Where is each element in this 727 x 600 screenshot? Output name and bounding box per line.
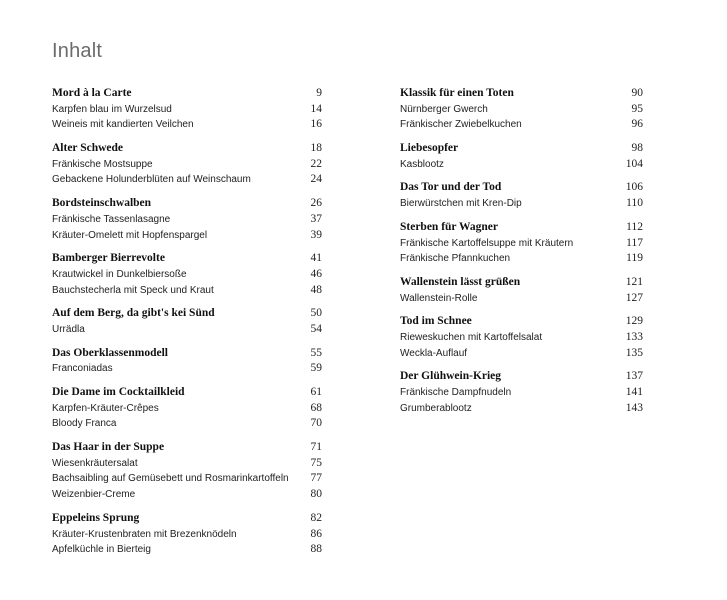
- chapter-entry-title: Das Tor und der Tod: [400, 181, 502, 194]
- recipe-entry: [52, 416, 322, 432]
- toc-chapter: [400, 314, 643, 361]
- recipe-entry-title: Gebackene Holunderblüten auf Weinschaum: [52, 174, 251, 186]
- recipe-entry-page-number: 39: [310, 228, 322, 241]
- chapter-entry-page-number: 90: [631, 87, 643, 99]
- recipe-entry-title: Fränkische Mostsuppe: [52, 158, 153, 170]
- recipe-entry-title: Bauchstecherla mit Speck und Kraut: [52, 284, 214, 296]
- page-title: Inhalt: [52, 40, 103, 62]
- chapter-entry-page-number: 55: [310, 346, 322, 359]
- recipe-entry: [400, 251, 643, 267]
- recipe-entry-page-number: 48: [310, 283, 322, 296]
- recipe-entry-page-number: 22: [310, 157, 322, 170]
- toc-chapter: [52, 86, 322, 133]
- recipe-entry-title: Franconiadas: [52, 363, 113, 375]
- chapter-entry: [400, 141, 643, 157]
- recipe-entry-page-number: 77: [310, 472, 322, 485]
- recipe-entry-page-number: 37: [310, 212, 322, 225]
- recipe-entry-title: Weckla-Auflauf: [400, 347, 468, 359]
- chapter-entry-title: Klassik für einen Toten: [400, 87, 514, 99]
- chapter-entry-title: Liebesopfer: [400, 142, 459, 155]
- recipe-entry: [400, 291, 643, 307]
- recipe-entry-title: Weineis mit kandierten Veilchen: [52, 119, 194, 131]
- recipe-entry-page-number: 70: [310, 417, 322, 430]
- chapter-entry-title: Die Dame im Cocktailkleid: [52, 386, 185, 398]
- toc-chapter: [400, 86, 643, 133]
- recipe-entry: [52, 102, 322, 118]
- chapter-entry-page-number: 61: [310, 386, 322, 398]
- recipe-entry: [52, 527, 322, 543]
- chapter-entry-page-number: 18: [310, 142, 322, 155]
- recipe-entry: [400, 346, 643, 362]
- recipe-entry-page-number: 54: [310, 322, 322, 335]
- toc-chapter: [400, 141, 643, 172]
- toc-chapter: [52, 385, 322, 432]
- recipe-entry-title: Kasblootz: [400, 158, 444, 170]
- recipe-entry-title: Fränkische Kartoffelsuppe mit Kräutern: [400, 237, 574, 249]
- recipe-entry-page-number: 75: [310, 456, 322, 469]
- recipe-entry: [52, 401, 322, 417]
- recipe-entry: [400, 102, 643, 118]
- chapter-entry-page-number: 26: [310, 197, 322, 210]
- toc-chapter: [52, 251, 322, 298]
- toc-chapter: [400, 369, 643, 416]
- recipe-entry-page-number: 68: [310, 401, 322, 414]
- toc-chapter: [52, 440, 322, 503]
- recipe-entry-title: Bloody Franca: [52, 418, 117, 430]
- chapter-entry-title: Eppeleins Sprung: [52, 511, 140, 524]
- chapter-entry: [400, 369, 643, 385]
- chapter-entry-title: Wallenstein lässt grüßen: [400, 275, 521, 288]
- recipe-entry-title: Grumberablootz: [400, 402, 472, 414]
- recipe-entry: [52, 542, 322, 558]
- chapter-entry-title: Bordsteinschwalben: [52, 197, 152, 210]
- toc-chapter: [400, 180, 643, 211]
- recipe-entry: [52, 157, 322, 173]
- chapter-entry: [400, 220, 643, 236]
- recipe-entry-title: Wiesenkräutersalat: [52, 457, 138, 469]
- recipe-entry: [52, 212, 322, 228]
- toc-chapter: [52, 511, 322, 558]
- toc-chapter: [52, 346, 322, 377]
- recipe-entry: [400, 330, 643, 346]
- recipe-entry: [400, 385, 643, 401]
- chapter-entry-title: Tod im Schnee: [400, 315, 472, 328]
- chapter-entry-title: Das Oberklassenmodell: [52, 346, 168, 359]
- chapter-entry: [52, 346, 322, 362]
- chapter-entry: [400, 314, 643, 330]
- recipe-entry-page-number: 104: [625, 157, 643, 170]
- chapter-entry-title: Bamberger Bierrevolte: [52, 252, 165, 265]
- chapter-entry-page-number: 129: [625, 315, 643, 328]
- chapter-entry-title: Das Haar in der Suppe: [52, 441, 165, 454]
- recipe-entry-title: Karpfen-Kräuter-Crêpes: [52, 402, 159, 414]
- toc-column-left: [52, 86, 322, 566]
- recipe-entry-title: Nürnberger Gwerch: [400, 103, 488, 115]
- recipe-entry-page-number: 119: [626, 252, 643, 265]
- recipe-entry: [400, 117, 643, 133]
- chapter-entry-page-number: 9: [316, 87, 322, 99]
- recipe-entry-page-number: 88: [310, 543, 322, 556]
- recipe-entry-page-number: 133: [625, 330, 643, 343]
- toc-chapter: [52, 306, 322, 337]
- recipe-entry-title: Wallenstein-Rolle: [400, 292, 478, 304]
- recipe-entry: [52, 172, 322, 188]
- recipe-entry-title: Kräuter-Omelett mit Hopfenspargel: [52, 229, 208, 241]
- chapter-entry: [52, 141, 322, 157]
- recipe-entry-page-number: 141: [625, 386, 643, 398]
- recipe-entry: [52, 267, 322, 283]
- chapter-entry-page-number: 50: [310, 307, 322, 320]
- chapter-entry-page-number: 41: [310, 252, 322, 265]
- recipe-entry-page-number: 24: [310, 173, 322, 186]
- chapter-entry-page-number: 82: [310, 511, 322, 524]
- recipe-entry-page-number: 143: [625, 401, 643, 414]
- chapter-entry: [52, 511, 322, 527]
- chapter-entry-title: Mord à la Carte: [52, 87, 132, 99]
- recipe-entry-page-number: 59: [310, 362, 322, 375]
- recipe-entry-title: Kräuter-Krustenbraten mit Brezenknödeln: [52, 528, 237, 540]
- chapter-entry-page-number: 71: [310, 441, 322, 454]
- recipe-entry-page-number: 86: [310, 527, 322, 540]
- chapter-entry-title: Alter Schwede: [52, 142, 124, 155]
- recipe-entry-title: Fränkische Dampfnudeln: [400, 387, 512, 398]
- recipe-entry-title: Fränkische Tassenlasagne: [52, 213, 171, 225]
- recipe-entry-page-number: 14: [310, 102, 322, 115]
- recipe-entry: [52, 283, 322, 299]
- chapter-entry-page-number: 121: [625, 275, 643, 288]
- chapter-entry: [52, 251, 322, 267]
- toc-chapter: [52, 141, 322, 188]
- recipe-entry: [52, 487, 322, 503]
- recipe-entry: [52, 456, 322, 472]
- toc-chapter: [52, 196, 322, 243]
- chapter-entry: [52, 385, 322, 401]
- recipe-entry-title: Apfelküchle in Bierteig: [52, 544, 151, 556]
- chapter-entry: [52, 86, 322, 102]
- chapter-entry-title: Auf dem Berg, da gibt's kei Sünd: [52, 307, 215, 320]
- recipe-entry-page-number: 96: [631, 118, 643, 131]
- chapter-entry: [52, 440, 322, 456]
- chapter-entry-page-number: 137: [625, 370, 643, 383]
- recipe-entry: [400, 196, 643, 212]
- recipe-entry-page-number: 127: [625, 291, 643, 304]
- chapter-entry: [52, 306, 322, 322]
- recipe-entry: [52, 322, 322, 338]
- toc-chapter: [400, 220, 643, 267]
- recipe-entry-page-number: 117: [626, 236, 643, 249]
- toc-chapter: [400, 275, 643, 306]
- recipe-entry-page-number: 95: [631, 102, 643, 115]
- recipe-entry: [52, 471, 322, 487]
- toc-column-right: [400, 86, 643, 424]
- recipe-entry: [52, 228, 322, 244]
- chapter-entry: [400, 275, 643, 291]
- recipe-entry-page-number: 135: [625, 346, 643, 359]
- chapter-entry: [52, 196, 322, 212]
- recipe-entry-title: Rieweskuchen mit Kartoffelsalat: [400, 331, 543, 343]
- recipe-entry-title: Bachsaibling auf Gemüsebett und Rosmarinkartoffeln: [52, 473, 289, 485]
- chapter-entry-page-number: 112: [626, 220, 643, 233]
- recipe-entry-title: Fränkische Pfannkuchen: [400, 253, 511, 265]
- recipe-entry: [400, 157, 643, 173]
- recipe-entry: [400, 236, 643, 252]
- chapter-entry-page-number: 98: [631, 142, 643, 155]
- recipe-entry-page-number: 110: [626, 197, 643, 210]
- recipe-entry-title: Urrädla: [52, 323, 85, 335]
- chapter-entry-title: Der Glühwein-Krieg: [400, 370, 502, 383]
- chapter-entry-title: Sterben für Wagner: [400, 220, 498, 233]
- chapter-entry: [400, 86, 643, 102]
- chapter-entry: [400, 180, 643, 196]
- recipe-entry: [52, 361, 322, 377]
- recipe-entry-page-number: 16: [310, 118, 322, 131]
- recipe-entry-title: Fränkischer Zwiebelkuchen: [400, 119, 522, 131]
- recipe-entry: [400, 401, 643, 417]
- recipe-entry-page-number: 80: [310, 488, 322, 501]
- recipe-entry-page-number: 46: [310, 267, 322, 280]
- recipe-entry-title: Weizenbier-Creme: [52, 489, 136, 501]
- recipe-entry-title: Krautwickel in Dunkelbiersoße: [52, 268, 187, 280]
- chapter-entry-page-number: 106: [625, 181, 643, 194]
- recipe-entry-title: Bierwürstchen mit Kren-Dip: [400, 198, 522, 210]
- recipe-entry: [52, 117, 322, 133]
- recipe-entry-title: Karpfen blau im Wurzelsud: [52, 103, 172, 115]
